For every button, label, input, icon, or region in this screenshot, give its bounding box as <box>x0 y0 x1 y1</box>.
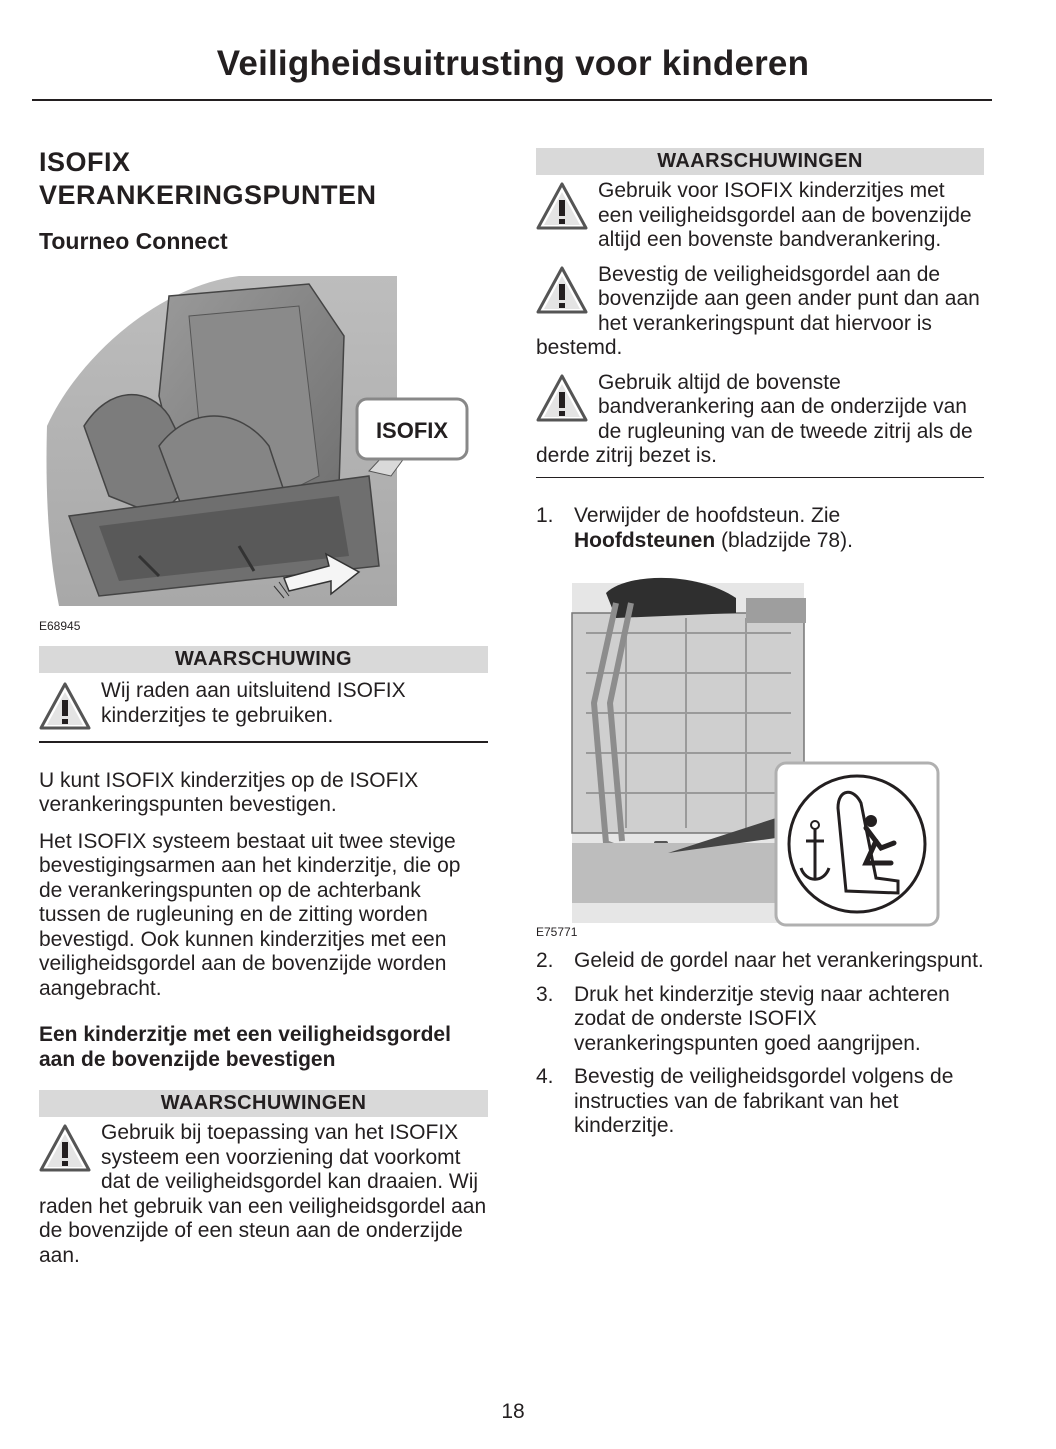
warning-box <box>39 646 488 743</box>
warning-item <box>39 679 488 731</box>
step-text: Geleid de gordel naar het verankeringspunt. <box>574 949 984 972</box>
seatbelt-anchor-figure <box>536 573 984 953</box>
step-list <box>536 504 984 553</box>
warning-item <box>536 263 984 361</box>
warnings-box <box>536 148 984 478</box>
section-title-line1: ISOFIX <box>39 147 131 177</box>
warning-item <box>536 179 984 253</box>
warning-heading: WAARSCHUWINGEN <box>39 1090 488 1117</box>
right-column <box>536 148 984 1139</box>
warning-triangle-icon <box>39 681 91 731</box>
step-number: 3. <box>536 982 554 1006</box>
warning-text: Wij raden aan uitsluitend ISOFIX kinderzitjes te gebruiken. <box>101 679 406 727</box>
page-title: Veiligheidsuitrusting voor kinderen <box>216 44 810 83</box>
isofix-callout-label: ISOFIX <box>375 418 449 443</box>
title-divider <box>32 99 992 101</box>
step-list <box>536 949 984 1139</box>
step-number: 1. <box>536 504 554 527</box>
list-item <box>536 504 984 553</box>
warning-box <box>39 1090 488 1268</box>
list-item <box>536 949 984 974</box>
warning-triangle-icon <box>536 181 588 231</box>
seatbelt-anchor-illustration <box>536 573 984 933</box>
left-column <box>39 146 488 1268</box>
subheading: Een kinderzitje met een veiligheidsgordel aan de bovenzijde bevestigen <box>39 1023 451 1071</box>
warning-heading: WAARSCHUWING <box>39 646 488 673</box>
step-text: Verwijder de hoofdsteun. Zie <box>574 504 841 527</box>
step-number: 4. <box>536 1065 554 1088</box>
paragraph: Het ISOFIX systeem bestaat uit twee stevige bevestigingsarmen aan het kinderzitje, die op de verankeringspunten op de achterbank tussen de rugleuning en de zitting worden bevestigd. Ook kunnen kinderzitjes met een veiligheidsgordel aan de bovenzijde worden aangebracht. <box>39 829 461 1000</box>
isofix-seat-figure <box>39 276 488 636</box>
warning-text: Bevestig de veiligheidsgordel aan de bovenzijde aan geen ander punt dan aan het verankeringspunt dat hiervoor is bestemd. <box>536 262 980 359</box>
warning-item <box>39 1121 488 1268</box>
step-text: Bevestig de veiligheidsgordel volgens de instructies van de fabrikant van het kinderzitje. <box>574 1065 954 1137</box>
warning-divider <box>39 741 488 743</box>
figure-code: E75771 <box>536 925 578 939</box>
section-title-line2: VERANKERINGSPUNTEN <box>39 180 377 210</box>
figure-code: E68945 <box>39 619 81 633</box>
step-number: 2. <box>536 949 554 972</box>
child-seat-illustration <box>39 276 488 616</box>
list-item <box>536 1065 984 1139</box>
warning-text: Gebruik altijd de bovenste bandverankering aan de onderzijde van de rugleuning van de tweede zitrij als de derde zitrij bezet is. <box>536 370 973 467</box>
cross-reference-link[interactable]: Hoofdsteunen <box>574 528 716 552</box>
list-item <box>536 983 984 1057</box>
warnings-heading: WAARSCHUWINGEN <box>536 148 984 175</box>
warning-text: Gebruik bij toepassing van het ISOFIX systeem een voorziening dat voorkomt dat de veiligheidsgordel kan draaien. Wij raden het gebruik van een veiligheidsgordel aan de bovenzijde of een steun aan de onderzijde aan. <box>39 1121 487 1267</box>
warning-triangle-icon <box>536 265 588 315</box>
step-text: Druk het kinderzitje stevig naar achteren zodat de onderste ISOFIX verankeringspunten goed aangrijpen. <box>574 982 950 1055</box>
paragraph: U kunt ISOFIX kinderzitjes op de ISOFIX verankeringspunten bevestigen. <box>39 768 419 816</box>
step-text: (bladzijde 78). <box>715 528 853 552</box>
warning-triangle-icon <box>536 373 588 423</box>
model-subtitle: Tourneo Connect <box>39 228 228 254</box>
warning-item <box>536 371 984 469</box>
page-number: 18 <box>501 1400 525 1423</box>
warning-triangle-icon <box>39 1123 91 1173</box>
warning-divider <box>536 477 984 479</box>
warning-text: Gebruik voor ISOFIX kinderzitjes met een veiligheidsgordel aan de bovenzijde altijd een bovenste bandverankering. <box>598 179 972 251</box>
section-title <box>39 146 488 212</box>
